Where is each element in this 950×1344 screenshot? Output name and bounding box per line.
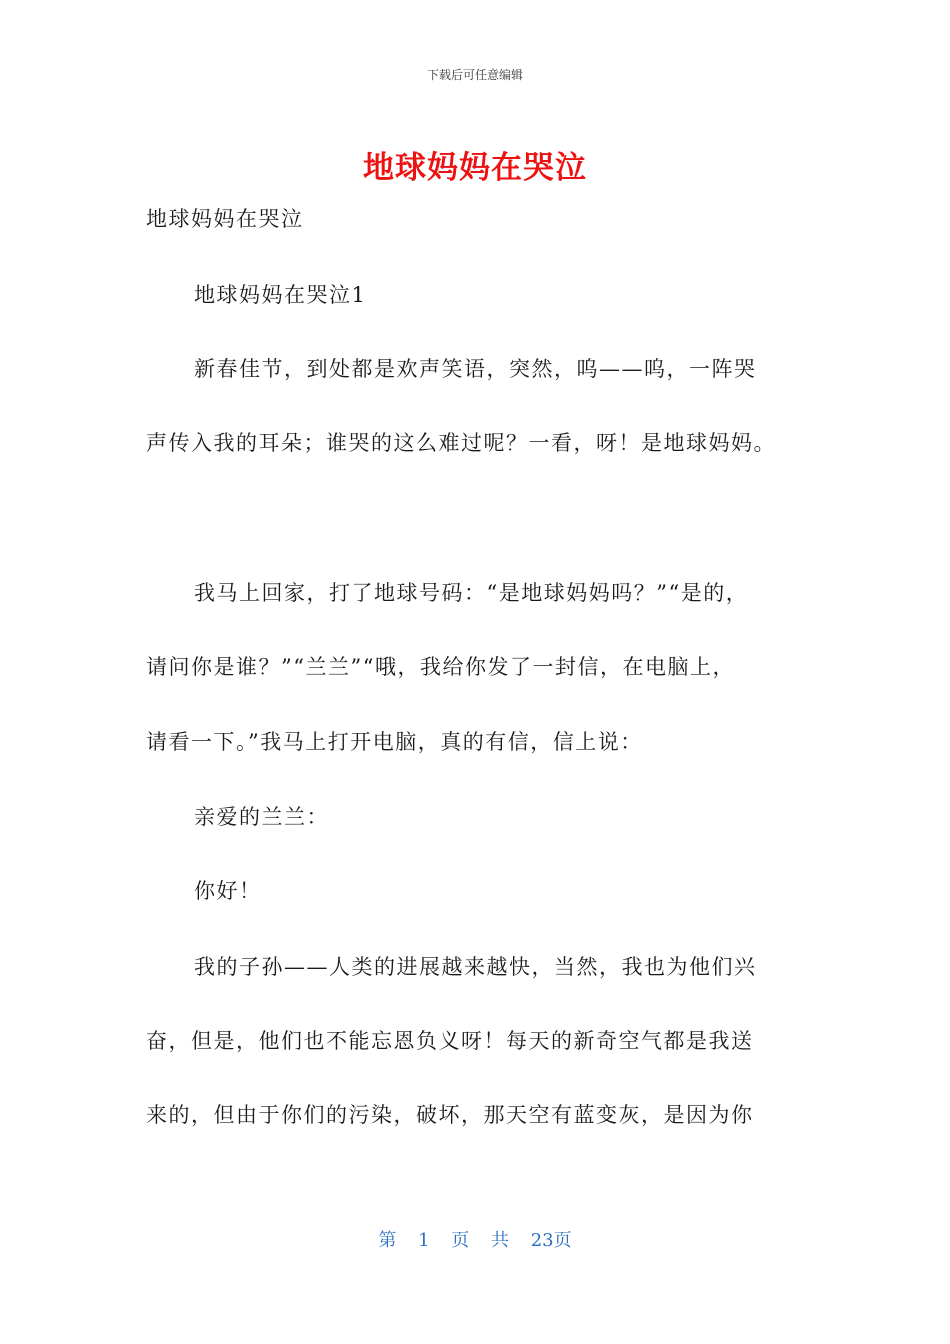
letter-salutation: 亲爱的兰兰： <box>194 805 329 829</box>
paragraph-line: 奋，但是，他们也不能忘恩负义呀！每天的新奇空气都是我送 <box>146 1029 754 1053</box>
document-title: 地球妈妈在哭泣 <box>363 150 587 186</box>
paragraph-line: 声传入我的耳朵；谁哭的这么难过呢？一看，呀！是地球妈妈。 <box>146 431 776 455</box>
header-note: 下载后可任意编辑 <box>426 68 523 82</box>
paragraph-line: 我的子孙——人类的进展越来越快，当然，我也为他们兴 <box>194 955 757 979</box>
page-footer <box>0 1226 950 1252</box>
paragraph-line: 新春佳节，到处都是欢声笑语，突然，呜——呜，一阵哭 <box>194 357 757 381</box>
document-subtitle: 地球妈妈在哭泣 <box>146 207 304 231</box>
footer-prefix: 第 <box>378 1230 397 1251</box>
letter-greeting: 你好！ <box>194 879 262 903</box>
section-heading: 地球妈妈在哭泣1 <box>194 283 367 307</box>
footer-total-pages: 23页 <box>530 1230 572 1251</box>
paragraph-line: 我马上回家，打了地球号码：“是地球妈妈吗？”“是的， <box>194 581 749 605</box>
footer-page-number: 1 <box>418 1230 430 1251</box>
paragraph-line: 请看一下。”我马上打开电脑，真的有信，信上说： <box>146 730 643 754</box>
footer-page-label: 页 <box>451 1230 470 1251</box>
footer-total-label: 共 <box>491 1230 509 1251</box>
paragraph-line: 来的，但由于你们的污染，破坏，那天空有蓝变灰，是因为你 <box>146 1103 754 1127</box>
paragraph-line: 请问你是谁？”“兰兰”“哦，我给你发了一封信，在电脑上， <box>146 655 735 679</box>
